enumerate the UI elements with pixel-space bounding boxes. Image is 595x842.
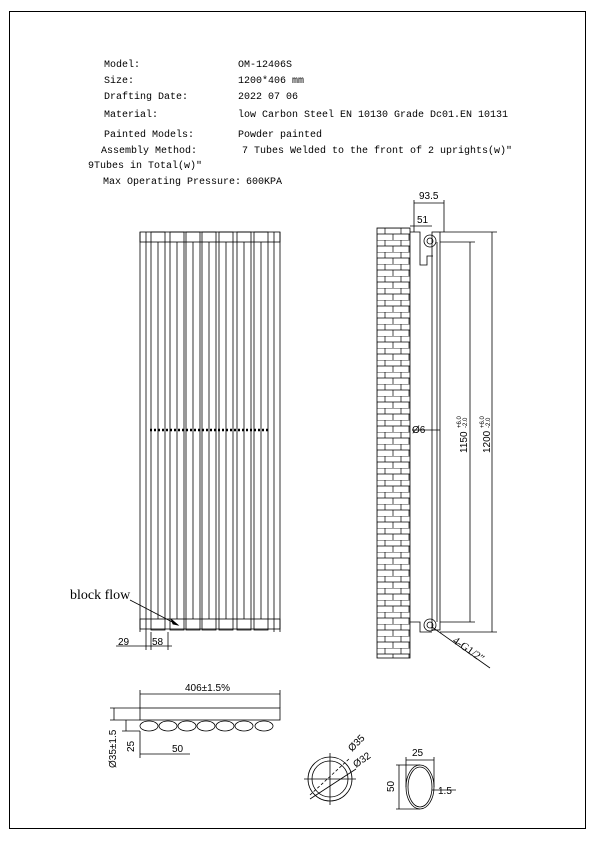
dim-51: 51 [417,215,429,226]
dim-1150: 1150 [459,431,470,453]
top-valve-outer [424,235,436,247]
pressure-label: Max Operating Pressure: [103,177,242,188]
dim-93-5: 93.5 [419,191,439,202]
dim-1200-tol-plus: +6.0 [480,416,486,428]
side-upright [432,232,440,630]
front-top-header [140,232,280,242]
oval-section [396,757,456,809]
dim-width: 406±1.5% [185,683,230,694]
dim-58: 58 [152,637,164,648]
dim-row: 25 [126,740,137,752]
size-label: Size: [104,76,135,87]
material-value: low Carbon Steel EN 10130 Grade Dc01.EN 10131 [238,110,509,121]
front-tubes [140,232,280,632]
top-view-header [140,708,280,720]
dim-1200-tol-minus: -2.0 [486,417,492,428]
material-label: Material: [104,110,159,121]
front-view [116,232,280,650]
dim-oval-wall: 1.5 [438,786,452,797]
block-flow-arrowhead [171,619,178,625]
block-flow-leader [130,600,178,625]
painted-value: Powder painted [238,130,323,141]
side-view [377,200,497,668]
painted-label: Painted Models: [104,130,195,141]
dim-tube-dia: Ø35±1.5 [108,729,119,768]
block-flow-note: block flow [70,588,131,603]
dim-inner-dia: Ø32 [351,750,374,771]
date-label: Drafting Date: [104,92,189,103]
round-section [304,753,356,805]
dim-outer-dia: Ø35 [346,732,368,755]
pressure-value: 600KPA [246,177,283,188]
model-value: OM-12406S [238,60,293,71]
dim-1150-tol-plus: +6.0 [457,416,463,428]
size-value: 1200*406 mm [238,76,305,87]
model-label: Model: [104,60,141,71]
bottom-valve-outer [424,619,436,631]
dim-oval-width: 25 [412,748,424,759]
dim-1200: 1200 [482,430,493,453]
dim-29: 29 [118,637,130,648]
brick-wall [377,228,410,658]
front-bottom-header [140,619,280,629]
assembly-value: 7 Tubes Welded to the front of 2 uprights(w)ʺ [242,146,513,157]
dim-oval-height: 50 [386,780,397,792]
date-value: 2022 07 06 [238,92,299,103]
top-bracket [410,232,433,265]
assembly-label: Assembly Method: [101,146,198,157]
tubes-total: 9Tubes in Total(w)ʺ [88,161,203,172]
dim-pitch: 50 [172,744,184,755]
dim-1150-tol-minus: -2.0 [463,417,469,428]
dim-pipe-dia: Ø6 [412,425,426,436]
thread-note: 4-G1/2ʺ [450,634,486,665]
